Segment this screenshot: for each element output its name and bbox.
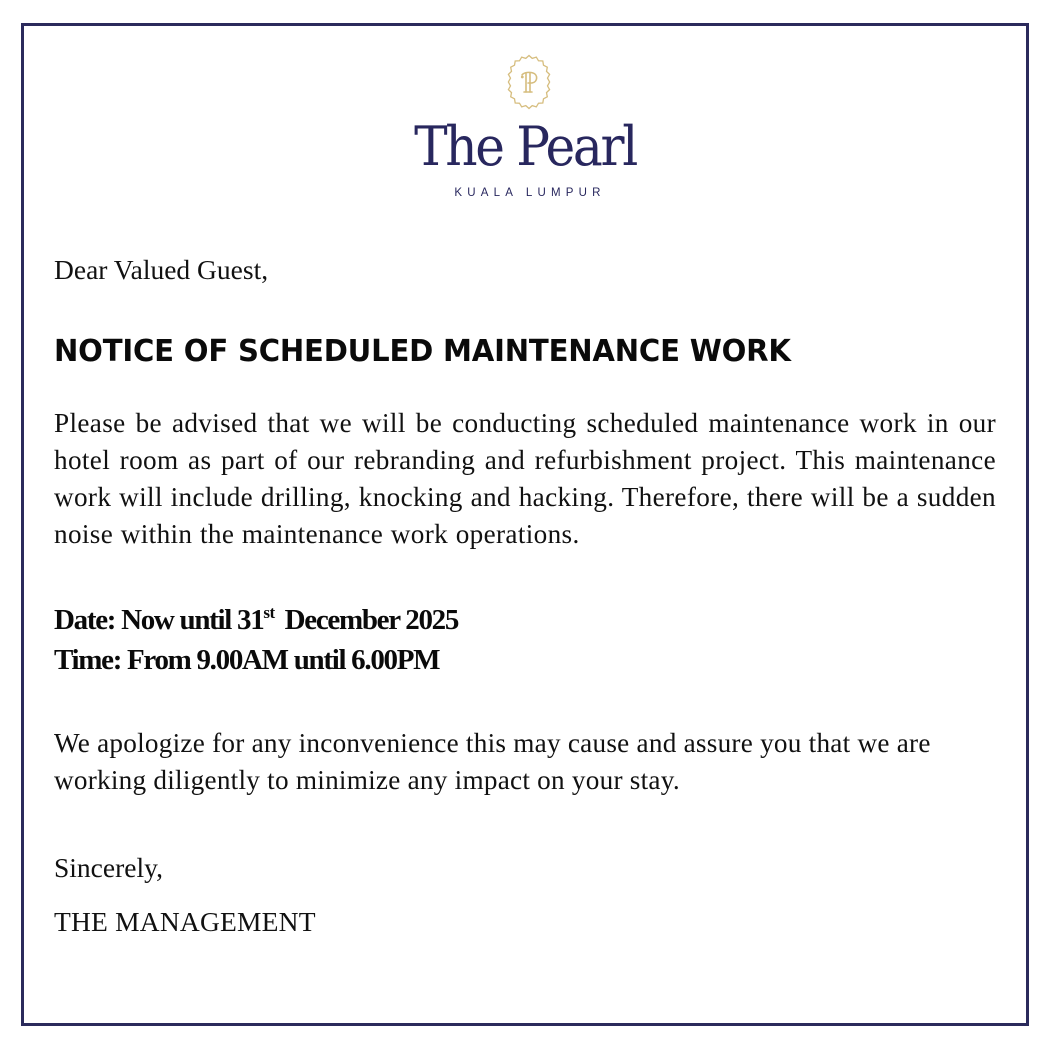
schedule-block [54, 600, 458, 680]
schedule-date-ordinal: st [263, 603, 275, 622]
signature: THE MANAGEMENT [54, 906, 316, 937]
schedule-date-rest: December 2025 [284, 604, 459, 636]
notice-heading: NOTICE OF SCHEDULED MAINTENANCE WORK [54, 334, 791, 369]
schedule-date-prefix: Date: Now until 31 [54, 604, 264, 636]
apology-paragraph: We apologize for any inconvenience this may cause and assure you that we are working diligently to minimize any impact on your stay. [54, 728, 931, 795]
schedule-time: Time: From 9.00AM until 6.00PM [54, 644, 440, 676]
closing-salutation: Sincerely, [54, 852, 163, 883]
pearl-emblem-icon [500, 53, 558, 111]
schedule-date [54, 600, 458, 640]
brand-location: KUALA LUMPUR [454, 187, 606, 199]
greeting: Dear Valued Guest, [54, 254, 269, 285]
notice-body-paragraph: Please be advised that we will be conducting scheduled maintenance work in our hotel room as part of our rebranding and refurbishment project. This maintenance work will include drilling, knocking and hacking. Therefore, there will be a sudden noise within the maintenance work operations. [54, 408, 996, 549]
brand-name: The Pearl [414, 115, 636, 178]
